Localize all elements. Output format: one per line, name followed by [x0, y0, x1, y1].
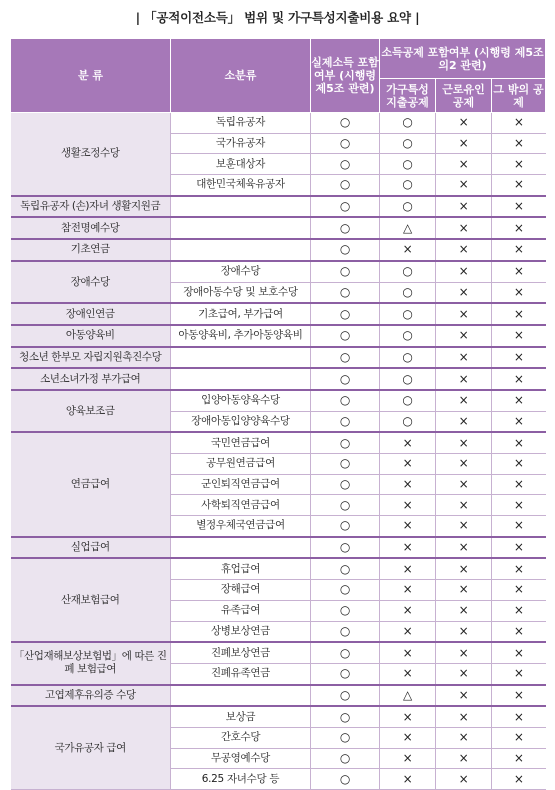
household-deduction-mark: ×	[380, 621, 436, 642]
real-income-mark: ○	[311, 558, 380, 579]
real-income-mark: ○	[311, 390, 380, 411]
household-deduction-mark: ×	[380, 537, 436, 559]
other-deduction-mark: ×	[492, 303, 546, 325]
header-deduction-group: 소득공제 포함여부 (시행령 제5조의2 관련)	[380, 39, 546, 79]
subcategory-cell: 상병보상연금	[171, 621, 311, 642]
subcategory-cell: 입양아동양육수당	[171, 390, 311, 411]
household-deduction-mark: ○	[380, 175, 436, 196]
household-deduction-mark: ×	[380, 432, 436, 453]
table-body	[11, 113, 546, 790]
category-cell: 생활조정수당	[11, 113, 171, 196]
other-deduction-mark: ×	[492, 113, 546, 134]
earned-deduction-mark: ×	[436, 368, 492, 390]
real-income-mark: ○	[311, 175, 380, 196]
earned-deduction-mark: ×	[436, 154, 492, 175]
table-row	[11, 303, 546, 325]
header-earned-income-deduction: 근로유인 공제	[436, 79, 492, 113]
real-income-mark: ○	[311, 474, 380, 495]
table-row	[11, 239, 546, 261]
other-deduction-mark: ×	[492, 432, 546, 453]
real-income-mark: ○	[311, 217, 380, 239]
real-income-mark: ○	[311, 600, 380, 621]
earned-deduction-mark: ×	[436, 133, 492, 154]
other-deduction-mark: ×	[492, 537, 546, 559]
real-income-mark: ○	[311, 196, 380, 218]
other-deduction-mark: ×	[492, 685, 546, 707]
table-row	[11, 368, 546, 390]
category-cell: 양육보조금	[11, 390, 171, 432]
other-deduction-mark: ×	[492, 368, 546, 390]
other-deduction-mark: ×	[492, 239, 546, 261]
real-income-mark: ○	[311, 432, 380, 453]
household-deduction-mark: ○	[380, 282, 436, 303]
earned-deduction-mark: ×	[436, 474, 492, 495]
other-deduction-mark: ×	[492, 154, 546, 175]
category-cell: 장애인연금	[11, 303, 171, 325]
other-deduction-mark: ×	[492, 133, 546, 154]
household-deduction-mark: ○	[380, 368, 436, 390]
earned-deduction-mark: ×	[436, 495, 492, 516]
real-income-mark: ○	[311, 663, 380, 684]
subcategory-cell: 무공영예수당	[171, 748, 311, 769]
subcategory-cell	[171, 217, 311, 239]
category-cell: 참전명예수당	[11, 217, 171, 239]
header-real-income: 실제소득 포함여부 (시행령 제5조 관련)	[311, 39, 380, 113]
household-deduction-mark: ×	[380, 558, 436, 579]
other-deduction-mark: ×	[492, 325, 546, 347]
real-income-mark: ○	[311, 261, 380, 282]
earned-deduction-mark: ×	[436, 390, 492, 411]
category-cell: 아동양육비	[11, 325, 171, 347]
household-deduction-mark: ○	[380, 390, 436, 411]
earned-deduction-mark: ×	[436, 642, 492, 663]
subcategory-cell	[171, 368, 311, 390]
household-deduction-mark: △	[380, 217, 436, 239]
other-deduction-mark: ×	[492, 261, 546, 282]
category-cell: 「산업재해보상보험법」에 따른 진폐 보험급여	[11, 642, 171, 684]
earned-deduction-mark: ×	[436, 748, 492, 769]
earned-deduction-mark: ×	[436, 113, 492, 134]
subcategory-cell: 보훈대상자	[171, 154, 311, 175]
household-deduction-mark: ○	[380, 261, 436, 282]
real-income-mark: ○	[311, 303, 380, 325]
subcategory-cell: 국가유공자	[171, 133, 311, 154]
earned-deduction-mark: ×	[436, 175, 492, 196]
real-income-mark: ○	[311, 368, 380, 390]
subcategory-cell: 별정우체국연금급여	[171, 516, 311, 537]
subcategory-cell: 진폐유족연금	[171, 663, 311, 684]
real-income-mark: ○	[311, 706, 380, 727]
table-row	[11, 347, 546, 369]
subcategory-cell: 간호수당	[171, 727, 311, 748]
household-deduction-mark: ×	[380, 454, 436, 475]
other-deduction-mark: ×	[492, 175, 546, 196]
earned-deduction-mark: ×	[436, 282, 492, 303]
other-deduction-mark: ×	[492, 769, 546, 790]
household-deduction-mark: ×	[380, 495, 436, 516]
earned-deduction-mark: ×	[436, 706, 492, 727]
table-row	[11, 325, 546, 347]
subcategory-cell	[171, 347, 311, 369]
other-deduction-mark: ×	[492, 706, 546, 727]
household-deduction-mark: ○	[380, 113, 436, 134]
household-deduction-mark: ○	[380, 303, 436, 325]
household-deduction-mark: ×	[380, 706, 436, 727]
household-deduction-mark: ×	[380, 600, 436, 621]
subcategory-cell: 진폐보상연금	[171, 642, 311, 663]
other-deduction-mark: ×	[492, 411, 546, 432]
subcategory-cell: 대한민국체육유공자	[171, 175, 311, 196]
earned-deduction-mark: ×	[436, 769, 492, 790]
table-row	[11, 558, 546, 579]
other-deduction-mark: ×	[492, 390, 546, 411]
table-row	[11, 537, 546, 559]
real-income-mark: ○	[311, 113, 380, 134]
subcategory-cell: 아동양육비, 추가아동양육비	[171, 325, 311, 347]
household-deduction-mark: ×	[380, 727, 436, 748]
subcategory-cell	[171, 685, 311, 707]
table-row	[11, 196, 546, 218]
other-deduction-mark: ×	[492, 495, 546, 516]
other-deduction-mark: ×	[492, 727, 546, 748]
header-subcategory: 소분류	[171, 39, 311, 113]
category-cell: 기초연금	[11, 239, 171, 261]
earned-deduction-mark: ×	[436, 516, 492, 537]
earned-deduction-mark: ×	[436, 411, 492, 432]
table-row	[11, 706, 546, 727]
real-income-mark: ○	[311, 642, 380, 663]
table-row	[11, 113, 546, 134]
category-cell: 산재보험급여	[11, 558, 171, 642]
public-transfer-income-table	[10, 38, 546, 790]
earned-deduction-mark: ×	[436, 217, 492, 239]
real-income-mark: ○	[311, 621, 380, 642]
other-deduction-mark: ×	[492, 347, 546, 369]
earned-deduction-mark: ×	[436, 685, 492, 707]
table-row	[11, 642, 546, 663]
household-deduction-mark: ×	[380, 642, 436, 663]
real-income-mark: ○	[311, 769, 380, 790]
household-deduction-mark: △	[380, 685, 436, 707]
real-income-mark: ○	[311, 133, 380, 154]
subcategory-cell: 유족급여	[171, 600, 311, 621]
household-deduction-mark: ○	[380, 196, 436, 218]
category-cell: 장애수당	[11, 261, 171, 303]
subcategory-cell: 6.25 자녀수당 등	[171, 769, 311, 790]
household-deduction-mark: ○	[380, 325, 436, 347]
table-title: | 「공적이전소득」 범위 및 가구특성지출비용 요약 |	[135, 10, 420, 25]
subcategory-cell	[171, 196, 311, 218]
subcategory-cell	[171, 537, 311, 559]
other-deduction-mark: ×	[492, 621, 546, 642]
real-income-mark: ○	[311, 454, 380, 475]
other-deduction-mark: ×	[492, 663, 546, 684]
table-row	[11, 432, 546, 453]
header-category: 분 류	[11, 39, 171, 113]
earned-deduction-mark: ×	[436, 303, 492, 325]
earned-deduction-mark: ×	[436, 196, 492, 218]
other-deduction-mark: ×	[492, 600, 546, 621]
earned-deduction-mark: ×	[436, 580, 492, 601]
household-deduction-mark: ×	[380, 769, 436, 790]
real-income-mark: ○	[311, 282, 380, 303]
earned-deduction-mark: ×	[436, 621, 492, 642]
real-income-mark: ○	[311, 495, 380, 516]
household-deduction-mark: ○	[380, 411, 436, 432]
earned-deduction-mark: ×	[436, 663, 492, 684]
household-deduction-mark: ○	[380, 133, 436, 154]
household-deduction-mark: ×	[380, 663, 436, 684]
household-deduction-mark: ×	[380, 580, 436, 601]
earned-deduction-mark: ×	[436, 261, 492, 282]
real-income-mark: ○	[311, 685, 380, 707]
table-row	[11, 685, 546, 707]
category-cell: 국가유공자 급여	[11, 706, 171, 789]
other-deduction-mark: ×	[492, 580, 546, 601]
other-deduction-mark: ×	[492, 474, 546, 495]
earned-deduction-mark: ×	[436, 537, 492, 559]
subcategory-cell: 독립유공자	[171, 113, 311, 134]
subcategory-cell: 장애수당	[171, 261, 311, 282]
household-deduction-mark: ×	[380, 748, 436, 769]
category-cell: 고엽제후유의증 수당	[11, 685, 171, 707]
real-income-mark: ○	[311, 727, 380, 748]
earned-deduction-mark: ×	[436, 347, 492, 369]
earned-deduction-mark: ×	[436, 558, 492, 579]
other-deduction-mark: ×	[492, 642, 546, 663]
earned-deduction-mark: ×	[436, 432, 492, 453]
real-income-mark: ○	[311, 580, 380, 601]
household-deduction-mark: ×	[380, 474, 436, 495]
header-other-deduction: 그 밖의 공제	[492, 79, 546, 113]
other-deduction-mark: ×	[492, 217, 546, 239]
household-deduction-mark: ○	[380, 347, 436, 369]
category-cell: 실업급여	[11, 537, 171, 559]
subcategory-cell: 장해급여	[171, 580, 311, 601]
earned-deduction-mark: ×	[436, 727, 492, 748]
category-cell: 연금급여	[11, 432, 171, 536]
other-deduction-mark: ×	[492, 748, 546, 769]
table-row	[11, 261, 546, 282]
real-income-mark: ○	[311, 239, 380, 261]
subcategory-cell: 사학퇴직연금급여	[171, 495, 311, 516]
real-income-mark: ○	[311, 347, 380, 369]
table-row	[11, 390, 546, 411]
earned-deduction-mark: ×	[436, 325, 492, 347]
category-cell: 독립유공자 (손)자녀 생활지원금	[11, 196, 171, 218]
subcategory-cell: 공무원연금급여	[171, 454, 311, 475]
category-cell: 소년소녀가정 부가급여	[11, 368, 171, 390]
household-deduction-mark: ○	[380, 154, 436, 175]
real-income-mark: ○	[311, 411, 380, 432]
other-deduction-mark: ×	[492, 516, 546, 537]
other-deduction-mark: ×	[492, 196, 546, 218]
subcategory-cell: 휴업급여	[171, 558, 311, 579]
earned-deduction-mark: ×	[436, 600, 492, 621]
category-cell: 청소년 한부모 자립지원촉진수당	[11, 347, 171, 369]
header-household-deduction: 가구특성 지출공제	[380, 79, 436, 113]
real-income-mark: ○	[311, 154, 380, 175]
real-income-mark: ○	[311, 516, 380, 537]
table-row	[11, 217, 546, 239]
other-deduction-mark: ×	[492, 454, 546, 475]
subcategory-cell	[171, 239, 311, 261]
real-income-mark: ○	[311, 748, 380, 769]
real-income-mark: ○	[311, 537, 380, 559]
other-deduction-mark: ×	[492, 282, 546, 303]
real-income-mark: ○	[311, 325, 380, 347]
subcategory-cell: 기초급여, 부가급여	[171, 303, 311, 325]
subcategory-cell: 보상금	[171, 706, 311, 727]
subcategory-cell: 군인퇴직연금급여	[171, 474, 311, 495]
earned-deduction-mark: ×	[436, 454, 492, 475]
earned-deduction-mark: ×	[436, 239, 492, 261]
subcategory-cell: 장애아동수당 및 보호수당	[171, 282, 311, 303]
household-deduction-mark: ×	[380, 239, 436, 261]
subcategory-cell: 국민연금급여	[171, 432, 311, 453]
subcategory-cell: 장애아동입양양육수당	[171, 411, 311, 432]
other-deduction-mark: ×	[492, 558, 546, 579]
household-deduction-mark: ×	[380, 516, 436, 537]
